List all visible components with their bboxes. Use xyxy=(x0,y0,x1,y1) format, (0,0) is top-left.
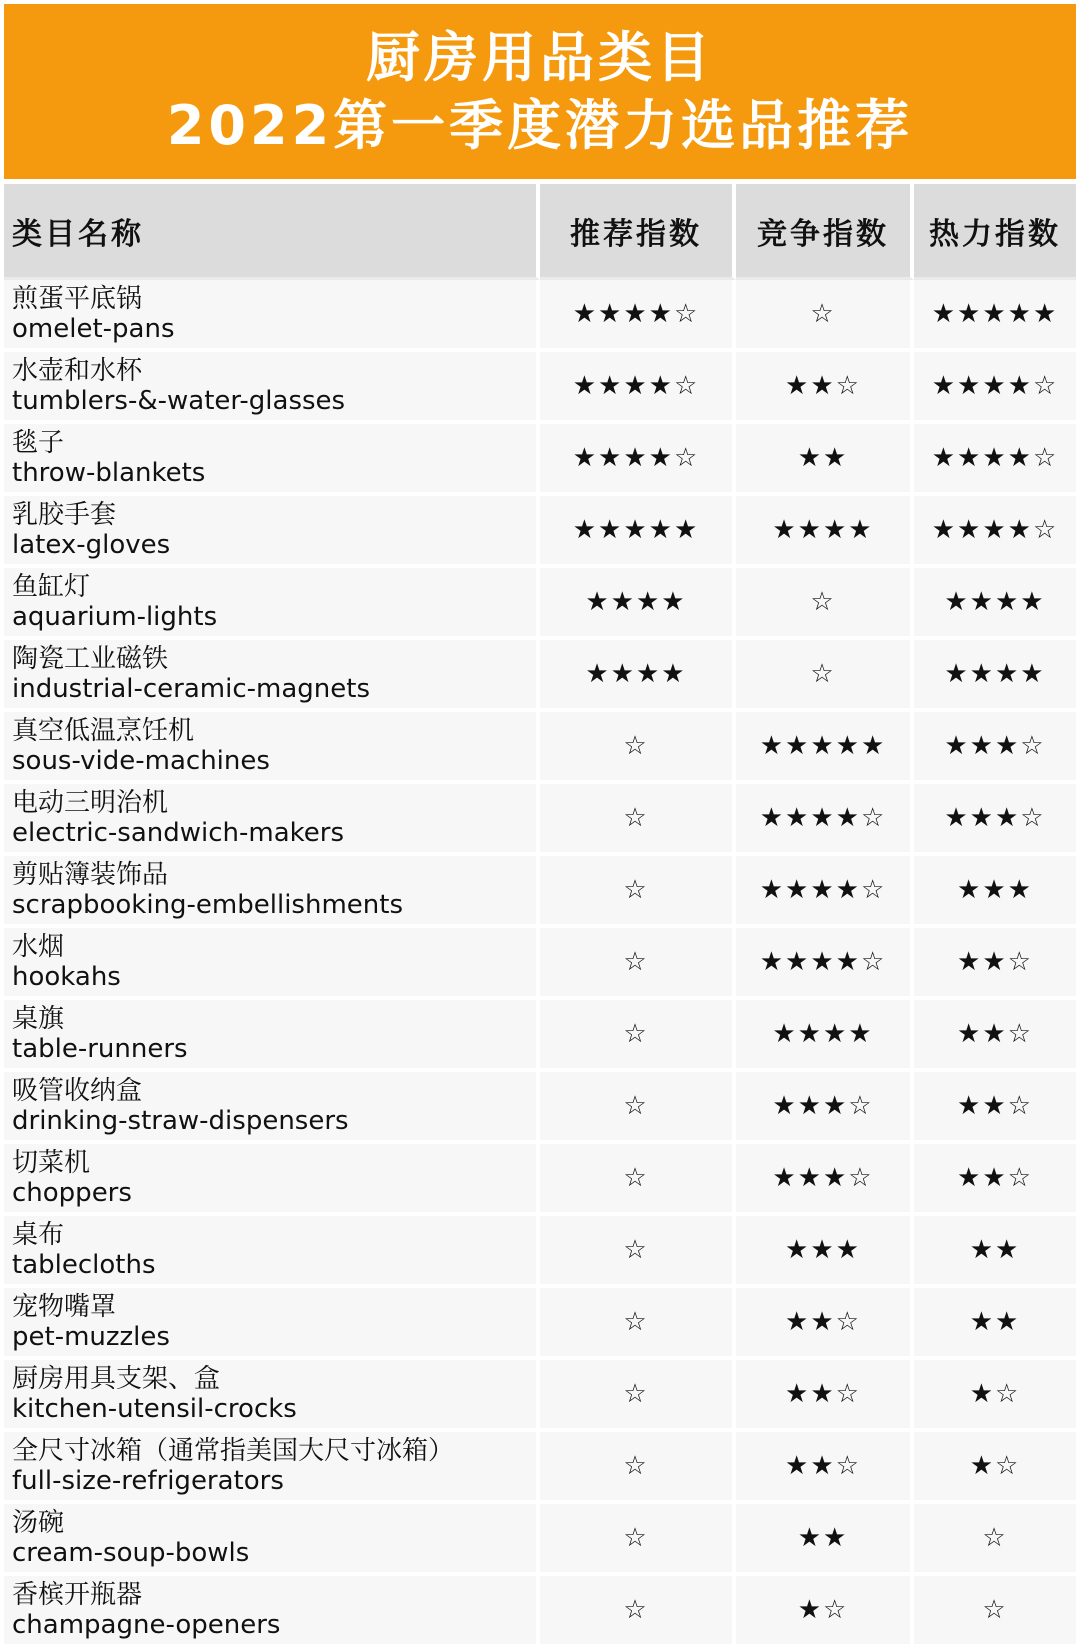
competition-index-stars: ★★☆ xyxy=(736,1288,914,1360)
category-name-zh: 鱼缸灯 xyxy=(12,572,91,602)
category-name-cell xyxy=(4,1144,540,1216)
category-name-zh: 毯子 xyxy=(12,428,65,458)
category-name-en: drinking-straw-dispensers xyxy=(12,1106,349,1136)
competition-index-stars: ★★★★☆ xyxy=(736,856,914,928)
heat-index-stars: ★☆ xyxy=(914,1360,1076,1432)
category-name-zh: 乳胶手套 xyxy=(12,500,117,530)
recommend-index-stars: ☆ xyxy=(540,1504,736,1576)
category-name-en: throw-blankets xyxy=(12,458,206,488)
competition-index-stars: ★★ xyxy=(736,1504,914,1576)
table-row xyxy=(4,496,1076,568)
recommend-index-stars: ☆ xyxy=(540,1144,736,1216)
recommend-index-stars: ☆ xyxy=(540,1432,736,1504)
competition-index-stars: ★★ xyxy=(736,424,914,496)
recommend-index-stars: ★★★★☆ xyxy=(540,424,736,496)
category-name-zh: 陶瓷工业磁铁 xyxy=(12,644,169,674)
heat-index-stars: ★★★★☆ xyxy=(914,496,1076,568)
heat-index-stars: ★★☆ xyxy=(914,1000,1076,1072)
title-banner xyxy=(4,4,1076,179)
heat-index-stars: ★★☆ xyxy=(914,1072,1076,1144)
category-name-cell xyxy=(4,424,540,496)
heat-index-stars: ★★ xyxy=(914,1216,1076,1288)
category-name-en: tablecloths xyxy=(12,1250,156,1280)
table-row xyxy=(4,1000,1076,1072)
category-name-zh: 煎蛋平底锅 xyxy=(12,284,143,314)
category-name-en: latex-gloves xyxy=(12,530,171,560)
competition-index-stars: ☆ xyxy=(736,640,914,712)
heat-index-stars: ★★★★★ xyxy=(914,280,1076,352)
category-name-cell xyxy=(4,352,540,424)
banner-title: 厨房用品类目 xyxy=(366,25,714,89)
recommend-index-stars: ☆ xyxy=(540,928,736,1000)
category-name-zh: 电动三明治机 xyxy=(12,788,169,818)
heat-index-stars: ☆ xyxy=(914,1504,1076,1576)
category-name-zh: 厨房用具支架、盒 xyxy=(12,1364,221,1394)
category-name-cell xyxy=(4,1576,540,1648)
recommend-index-stars: ★★★★ xyxy=(540,640,736,712)
heat-index-stars: ★★★★☆ xyxy=(914,352,1076,424)
recommend-index-stars: ☆ xyxy=(540,712,736,784)
competition-index-stars: ★★★★ xyxy=(736,496,914,568)
competition-index-stars: ★★★★☆ xyxy=(736,784,914,856)
table-header-row xyxy=(4,184,1076,280)
category-name-en: kitchen-utensil-crocks xyxy=(12,1394,297,1424)
table-row xyxy=(4,856,1076,928)
heat-index-stars: ★★★☆ xyxy=(914,712,1076,784)
category-name-en: electric-sandwich-makers xyxy=(12,818,345,848)
category-name-en: champagne-openers xyxy=(12,1610,281,1640)
heat-index-stars: ★★☆ xyxy=(914,1144,1076,1216)
table-row xyxy=(4,1432,1076,1504)
category-name-cell xyxy=(4,280,540,352)
recommend-index-stars: ★★★★ xyxy=(540,568,736,640)
category-name-zh: 剪贴簿装饰品 xyxy=(12,860,169,890)
category-name-cell xyxy=(4,1072,540,1144)
category-name-cell xyxy=(4,640,540,712)
banner-subtitle: 2022第一季度潜力选品推荐 xyxy=(166,93,914,157)
category-name-zh: 汤碗 xyxy=(12,1508,65,1538)
category-table xyxy=(4,184,1076,1648)
competition-index-stars: ☆ xyxy=(736,280,914,352)
heat-index-stars: ★★★★ xyxy=(914,640,1076,712)
table-row xyxy=(4,568,1076,640)
category-name-en: table-runners xyxy=(12,1034,188,1064)
heat-index-stars: ★★☆ xyxy=(914,928,1076,1000)
competition-index-stars: ★★★★ xyxy=(736,1000,914,1072)
table-row xyxy=(4,1360,1076,1432)
recommend-index-stars: ★★★★★ xyxy=(540,496,736,568)
category-name-cell xyxy=(4,496,540,568)
recommend-index-stars: ☆ xyxy=(540,1576,736,1648)
competition-index-stars: ★★★☆ xyxy=(736,1144,914,1216)
table-body xyxy=(4,280,1076,1648)
recommend-index-stars: ☆ xyxy=(540,1072,736,1144)
recommend-index-stars: ★★★★☆ xyxy=(540,280,736,352)
recommend-index-stars: ☆ xyxy=(540,856,736,928)
table-row xyxy=(4,640,1076,712)
header-recommend-index: 推荐指数 xyxy=(540,184,736,280)
category-name-zh: 桌布 xyxy=(12,1220,65,1250)
category-name-zh: 宠物嘴罩 xyxy=(12,1292,117,1322)
competition-index-stars: ★☆ xyxy=(736,1576,914,1648)
heat-index-stars: ★★ xyxy=(914,1288,1076,1360)
heat-index-stars: ☆ xyxy=(914,1576,1076,1648)
competition-index-stars: ★★★★☆ xyxy=(736,928,914,1000)
category-name-en: omelet-pans xyxy=(12,314,175,344)
category-name-cell xyxy=(4,568,540,640)
recommend-index-stars: ☆ xyxy=(540,1288,736,1360)
category-name-en: industrial-ceramic-magnets xyxy=(12,674,370,704)
category-name-cell xyxy=(4,784,540,856)
category-name-en: cream-soup-bowls xyxy=(12,1538,250,1568)
category-name-zh: 真空低温烹饪机 xyxy=(12,716,195,746)
recommend-index-stars: ☆ xyxy=(540,1000,736,1072)
table-row xyxy=(4,1072,1076,1144)
category-name-zh: 香槟开瓶器 xyxy=(12,1580,143,1610)
category-name-en: aquarium-lights xyxy=(12,602,218,632)
category-name-cell xyxy=(4,1000,540,1072)
category-name-zh: 水烟 xyxy=(12,932,65,962)
competition-index-stars: ★★☆ xyxy=(736,1432,914,1504)
competition-index-stars: ★★★ xyxy=(736,1216,914,1288)
category-name-cell xyxy=(4,1432,540,1504)
table-row xyxy=(4,352,1076,424)
table-row xyxy=(4,1504,1076,1576)
table-row xyxy=(4,1576,1076,1648)
category-name-en: full-size-refrigerators xyxy=(12,1466,284,1496)
table-row xyxy=(4,928,1076,1000)
header-competition-index: 竞争指数 xyxy=(736,184,914,280)
header-category-name: 类目名称 xyxy=(4,184,540,280)
competition-index-stars: ★★☆ xyxy=(736,352,914,424)
table-row xyxy=(4,424,1076,496)
category-name-cell xyxy=(4,1288,540,1360)
competition-index-stars: ☆ xyxy=(736,568,914,640)
category-name-en: sous-vide-machines xyxy=(12,746,270,776)
heat-index-stars: ★☆ xyxy=(914,1432,1076,1504)
recommend-index-stars: ★★★★☆ xyxy=(540,352,736,424)
table-row xyxy=(4,1216,1076,1288)
table-row xyxy=(4,280,1076,352)
category-name-cell xyxy=(4,928,540,1000)
category-name-cell xyxy=(4,856,540,928)
category-name-en: pet-muzzles xyxy=(12,1322,170,1352)
category-name-zh: 水壶和水杯 xyxy=(12,356,143,386)
recommend-index-stars: ☆ xyxy=(540,1216,736,1288)
category-name-en: scrapbooking-embellishments xyxy=(12,890,403,920)
category-name-zh: 桌旗 xyxy=(12,1004,65,1034)
table-row xyxy=(4,712,1076,784)
header-heat-index: 热力指数 xyxy=(914,184,1076,280)
recommend-index-stars: ☆ xyxy=(540,784,736,856)
recommend-index-stars: ☆ xyxy=(540,1360,736,1432)
heat-index-stars: ★★★ xyxy=(914,856,1076,928)
category-name-en: choppers xyxy=(12,1178,132,1208)
competition-index-stars: ★★★☆ xyxy=(736,1072,914,1144)
category-name-zh: 吸管收纳盒 xyxy=(12,1076,143,1106)
category-name-cell xyxy=(4,1504,540,1576)
heat-index-stars: ★★★★ xyxy=(914,568,1076,640)
category-name-cell xyxy=(4,1216,540,1288)
table-row xyxy=(4,1288,1076,1360)
category-name-en: hookahs xyxy=(12,962,121,992)
heat-index-stars: ★★★★☆ xyxy=(914,424,1076,496)
table-row xyxy=(4,1144,1076,1216)
category-name-en: tumblers-&-water-glasses xyxy=(12,386,346,416)
table-row xyxy=(4,784,1076,856)
heat-index-stars: ★★★☆ xyxy=(914,784,1076,856)
category-name-cell xyxy=(4,712,540,784)
category-name-cell xyxy=(4,1360,540,1432)
category-name-zh: 全尺寸冰箱（通常指美国大尺寸冰箱） xyxy=(12,1436,455,1466)
category-name-zh: 切菜机 xyxy=(12,1148,91,1178)
competition-index-stars: ★★★★★ xyxy=(736,712,914,784)
competition-index-stars: ★★☆ xyxy=(736,1360,914,1432)
